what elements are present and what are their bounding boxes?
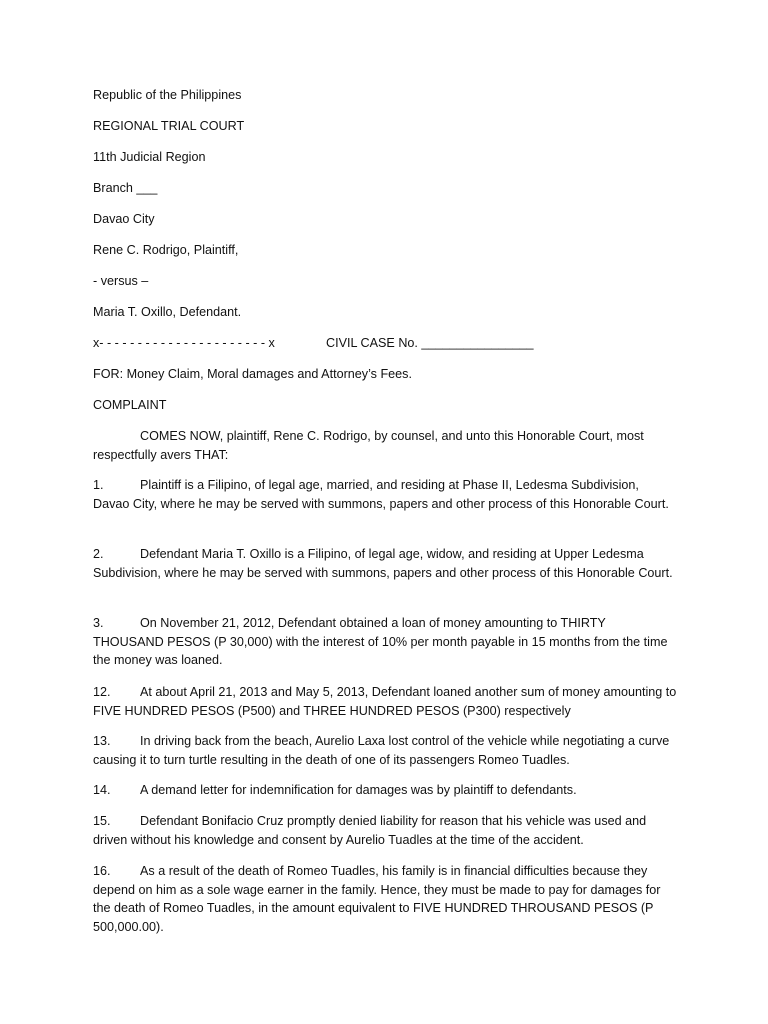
paragraph-number: 1. xyxy=(93,478,104,492)
paragraph-1 xyxy=(93,476,678,513)
paragraph-15 xyxy=(93,812,678,849)
paragraph-number: 15. xyxy=(93,814,111,828)
paragraph-text: Plaintiff is a Filipino, of legal age, married, and residing at Phase II, Ledesma Subdivision, Davao City, where he may be served with summons, papers and other process of this Honorable Court. xyxy=(93,478,669,511)
paragraph-number: 13. xyxy=(93,734,111,748)
plaintiff-line: Rene C. Rodrigo, Plaintiff, xyxy=(93,243,239,257)
paragraph-text: At about April 21, 2013 and May 5, 2013, Defendant loaned another sum of money amounting to FIVE HUNDRED PESOS (P500) and THREE HUNDRED PESOS (P300) respectively xyxy=(93,685,677,718)
branch-line: Branch ___ xyxy=(93,181,158,195)
paragraph-13 xyxy=(93,732,678,769)
case-caption xyxy=(93,334,534,353)
civil-case-number: CIVIL CASE No. ________________ xyxy=(326,336,534,350)
document-title: COMPLAINT xyxy=(93,398,167,412)
paragraph-text: A demand letter for indemnification for damages was by plaintiff to defendants. xyxy=(140,783,577,797)
republic-line: Republic of the Philippines xyxy=(93,88,242,102)
paragraph-text: In driving back from the beach, Aurelio Laxa lost control of the vehicle while negotiating a curve causing it to turn turtle resulting in the death of one of its passengers Romeo Tuadles. xyxy=(93,734,670,767)
paragraph-number: 16. xyxy=(93,864,111,878)
paragraph-text: Defendant Maria T. Oxillo is a Filipino, of legal age, widow, and residing at Upper Ledesma Subdivision, where he may be served with summons, papers and other process of this Honorable Court. xyxy=(93,547,673,580)
paragraph-number: 12. xyxy=(93,685,111,699)
for-line: FOR: Money Claim, Moral damages and Attorney’s Fees. xyxy=(93,367,412,381)
versus-line: - versus – xyxy=(93,274,149,288)
city-line: Davao City xyxy=(93,212,155,226)
paragraph-number: 2. xyxy=(93,547,104,561)
paragraph-14 xyxy=(93,781,678,800)
paragraph-number: 3. xyxy=(93,616,104,630)
paragraph-text: On November 21, 2012, Defendant obtained a loan of money amounting to THIRTY THOUSAND PESOS (P 30,000) with the interest of 10% per month payable in 15 months from the time the money was loaned. xyxy=(93,616,668,668)
paragraph-2 xyxy=(93,545,678,582)
intro-paragraph: COMES NOW, plaintiff, Rene C. Rodrigo, by counsel, and unto this Honorable Court, most respectfully avers THAT: xyxy=(93,429,644,462)
court-name: REGIONAL TRIAL COURT xyxy=(93,119,245,133)
caption-divider: x- - - - - - - - - - - - - - - - - - - - - - x xyxy=(93,336,275,350)
defendant-line: Maria T. Oxillo, Defendant. xyxy=(93,305,242,319)
paragraph-text: As a result of the death of Romeo Tuadles, his family is in financial difficulties because they depend on him as a sole wage earner in the family. Hence, they must be made to pay for damages for the death of Romeo Tuadles, in the amount equivalent to FIVE HUNDRED THROUSAND PESOS (P 500,000.00). xyxy=(93,864,661,934)
paragraph-3 xyxy=(93,614,678,670)
judicial-region: 11th Judicial Region xyxy=(93,150,206,164)
paragraph-16 xyxy=(93,862,678,936)
paragraph-text: Defendant Bonifacio Cruz promptly denied liability for reason that his vehicle was used and driven without his knowledge and consent by Aurelio Tuadles at the time of the accident. xyxy=(93,814,647,847)
paragraph-12 xyxy=(93,683,678,720)
paragraph-number: 14. xyxy=(93,783,111,797)
